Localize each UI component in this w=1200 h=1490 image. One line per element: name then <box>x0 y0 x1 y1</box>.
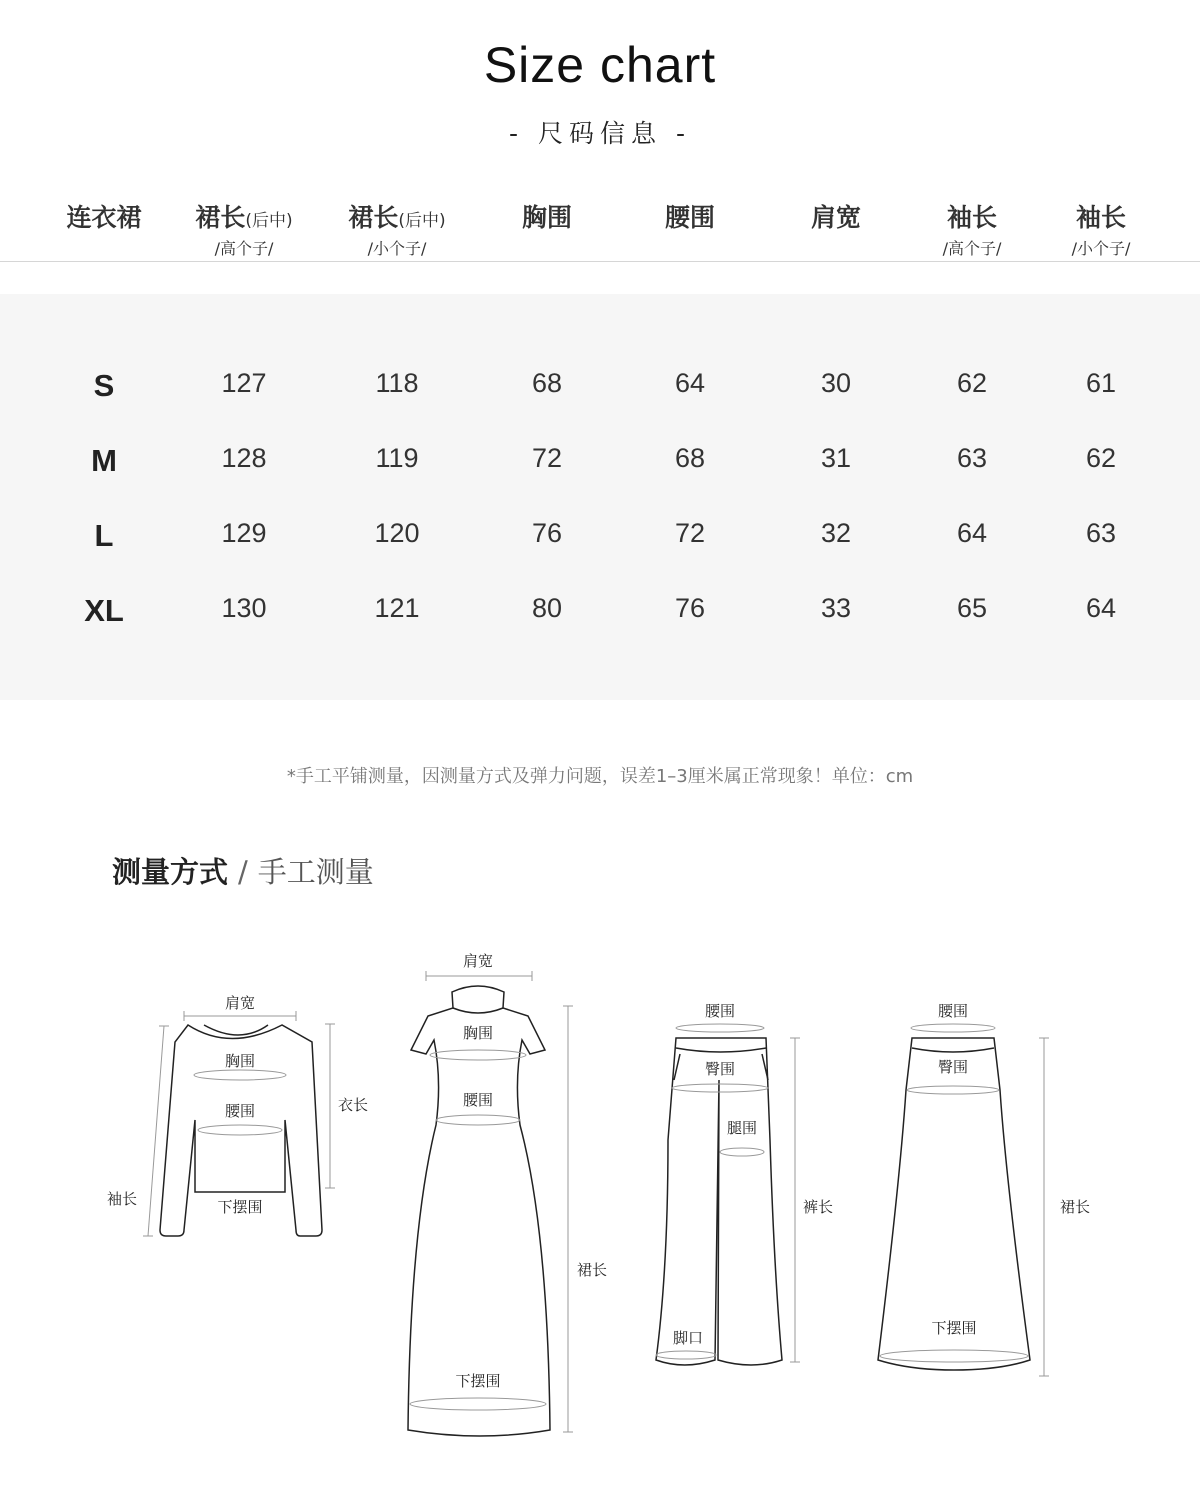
table-cell: 128 <box>221 443 267 473</box>
table-cell: 118 <box>375 368 419 398</box>
top-length-label: 衣长 <box>338 1096 369 1114</box>
table-cell: 64 <box>956 518 988 548</box>
table-cell: 64 <box>1085 593 1117 623</box>
dress-chest-label: 胸围 <box>462 1024 494 1042</box>
size-label: S <box>93 368 115 403</box>
table-cell: 130 <box>221 593 267 623</box>
table-cell: 62 <box>1085 443 1117 473</box>
table-cell: 119 <box>375 443 419 473</box>
measure-method-subtitle: 手工测量 <box>257 855 374 889</box>
dress-length-label: 裙长 <box>577 1261 608 1279</box>
column-header-title: 腰围 <box>664 203 715 232</box>
column-header-title: 胸围 <box>521 203 572 232</box>
table-cell: 65 <box>956 593 988 623</box>
measure-method-heading <box>112 850 374 891</box>
pants-thigh-label: 腿围 <box>726 1119 758 1137</box>
table-cell: 61 <box>1085 368 1117 398</box>
table-cell: 121 <box>374 593 420 623</box>
pants-illustration <box>656 1038 782 1365</box>
pants-hip-label: 臀围 <box>704 1060 736 1078</box>
column-header-variant: /小个子/ <box>367 239 427 258</box>
top-chest-label: 胸围 <box>224 1052 256 1070</box>
column-header-variant: /高个子/ <box>214 239 274 258</box>
dress-hem-label: 下摆围 <box>455 1372 501 1390</box>
column-header-title: 裙长 <box>195 203 246 232</box>
measure-method-separator: / <box>238 855 248 889</box>
pants-length-label: 裤长 <box>803 1198 834 1216</box>
dress-shoulder-label: 肩宽 <box>462 952 494 970</box>
table-cell: 127 <box>221 368 267 398</box>
measure-method-title: 测量方式 <box>112 855 229 889</box>
column-header-title: 袖长 <box>1075 203 1126 232</box>
table-cell: 63 <box>1085 518 1117 548</box>
page-title: Size chart <box>483 37 717 93</box>
table-cell: 72 <box>674 518 706 548</box>
table-cell: 62 <box>956 368 988 398</box>
table-cell: 76 <box>674 593 706 623</box>
measurement-note: *手工平铺测量，因测量方式及弹力问题，误差1–3厘米属正常现象！单位：cm <box>286 766 914 787</box>
table-cell: 120 <box>374 518 420 548</box>
table-cell: 72 <box>531 443 563 473</box>
column-header-variant: /小个子/ <box>1071 239 1131 258</box>
table-cell: 68 <box>531 368 563 398</box>
dress-illustration <box>408 986 550 1436</box>
table-cell: 129 <box>221 518 267 548</box>
size-label: M <box>91 443 117 478</box>
table-cell: 63 <box>956 443 988 473</box>
table-cell: 76 <box>531 518 563 548</box>
skirt-waist-label: 腰围 <box>937 1002 969 1020</box>
table-cell: 80 <box>531 593 563 623</box>
column-header-note: (后中) <box>245 211 293 231</box>
column-header <box>1011 198 1191 259</box>
column-header-title: 连衣裙 <box>66 203 142 232</box>
table-cell: 64 <box>674 368 706 398</box>
table-cell: 32 <box>820 518 852 548</box>
column-header-title: 肩宽 <box>810 203 861 232</box>
skirt-length-label: 裙长 <box>1060 1198 1091 1216</box>
table-cell: 30 <box>820 368 852 398</box>
size-label: L <box>94 518 114 553</box>
skirt-hem-label: 下摆围 <box>931 1319 977 1337</box>
size-table <box>0 294 1200 700</box>
table-cell: 31 <box>820 443 852 473</box>
header-divider <box>0 261 1200 262</box>
table-cell: 33 <box>820 593 852 623</box>
pants-waist-label: 腰围 <box>704 1002 736 1020</box>
dress-waist-label: 腰围 <box>462 1091 494 1109</box>
column-header-variant: /高个子/ <box>942 239 1002 258</box>
table-cell: 68 <box>674 443 706 473</box>
column-header-title: 裙长 <box>348 203 399 232</box>
top-hem-label: 下摆围 <box>217 1198 263 1216</box>
column-header-title: 袖长 <box>946 203 997 232</box>
size-label: XL <box>84 593 124 628</box>
skirt-hip-label: 臀围 <box>937 1058 969 1076</box>
column-header-note: (后中) <box>398 211 446 231</box>
pants-cuff-label: 脚口 <box>672 1329 704 1347</box>
page-subtitle: - 尺码信息 - <box>509 119 691 148</box>
top-sleeve-label: 袖长 <box>107 1190 138 1208</box>
measurement-diagrams <box>0 930 1200 1460</box>
top-waist-label: 腰围 <box>224 1102 256 1120</box>
top-shoulder-label: 肩宽 <box>224 994 256 1012</box>
